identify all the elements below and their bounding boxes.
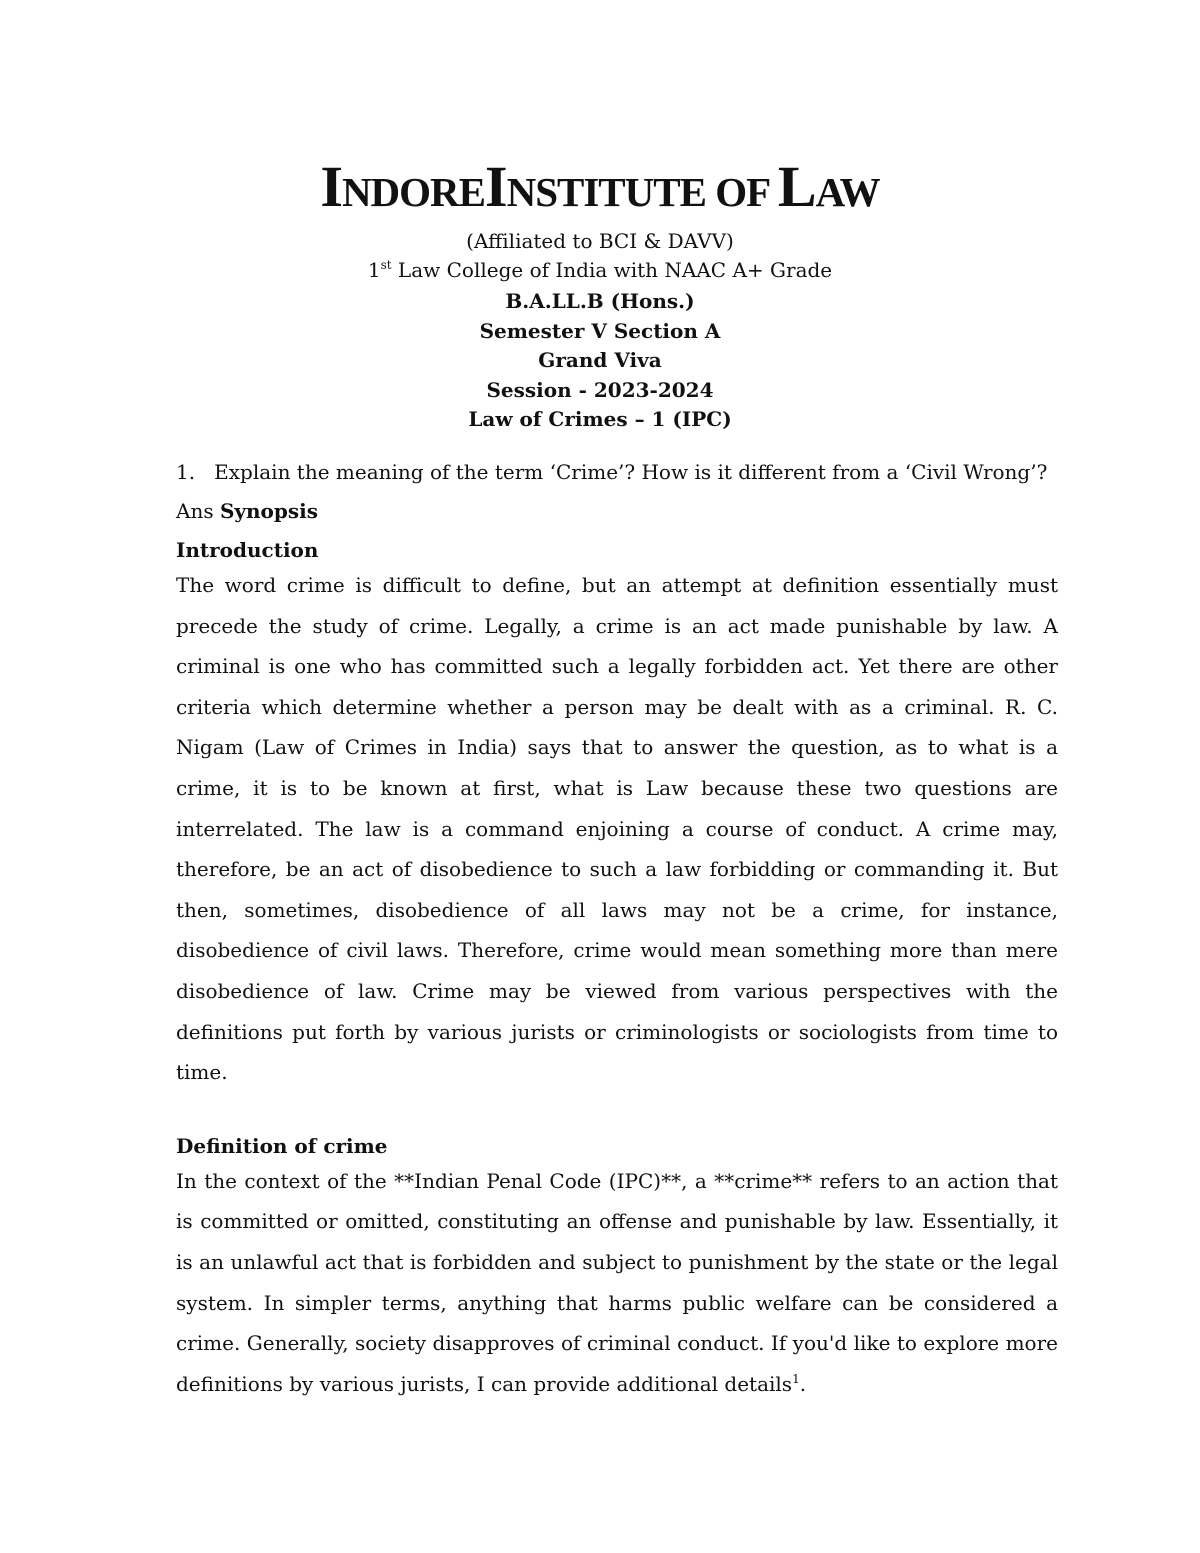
definition-paragraph: In the context of the **Indian Penal Code (IPC)**, a **crime** refers to an action that is committed or omitted, constituting an offense and punishable by law. Essentially, it is an unlawful act that is forbidden and subject to punishment by the state or the legal system. In simpler terms, anything that harms public welfare can be considered a crime. Generally, society disapproves of criminal conduct. If you'd like to explore more definitions by various jurists, I can provide additional details$^1$. [176, 1168, 1058, 1396]
footnote-marker: 1 [792, 1371, 800, 1386]
document-header [0, 152, 1200, 435]
question-number: 1. [176, 460, 196, 484]
institute-name: INDOREINSTITUTE OF LAW [320, 154, 880, 219]
program-line: B.A.LL.B (Hons.) [505, 289, 695, 313]
document-body [176, 457, 1058, 1404]
introduction-heading: Introduction [176, 538, 319, 562]
semester-line: Semester V Section A [479, 318, 721, 343]
session-line: Session - 2023-2024 [486, 377, 714, 402]
definition-heading: Definition of crime [176, 1133, 388, 1158]
synopsis-label: Synopsis [219, 499, 318, 523]
subject-line: Law of Crimes – 1 (IPC) [468, 407, 732, 431]
exam-line: Grand Viva [538, 348, 662, 372]
naac-line: 1st Law College of India with NAAC A+ Grade [367, 258, 833, 282]
question-line [176, 457, 1058, 487]
answer-line: Ans Synopsis [176, 499, 318, 523]
introduction-paragraph: The word crime is difficult to define, but an attempt at definition essentially must precede the study of crime. Legally, a crime is an act made punishable by law. A criminal is one who has committed such a legally forbidden act. Yet there are other criteria which determine whether a person may be dealt with as a criminal. R. C. Nigam (Law of Crimes in India) says that to answer the question, as to what is a crime, it is to be known at first, what is Law because these two questions are interrelated. The law is a command enjoining a course of conduct. A crime may, therefore, be an act of disobedience to such a law forbidding or commanding it. But then, sometimes, disobedience of all laws may not be a crime, for instance, disobedience of civil laws. Therefore, crime would mean something more than mere disobedience of law. Crime may be viewed from various perspectives with the definitions put forth by various jurists or criminologists or sociologists from time to time. [176, 573, 1058, 1085]
affiliation-line: (Affiliated to BCI & DAVV) [466, 229, 734, 253]
question-text: Explain the meaning of the term ‘Crime’? How is it different from a ‘Civil Wrong’? [214, 460, 1048, 484]
